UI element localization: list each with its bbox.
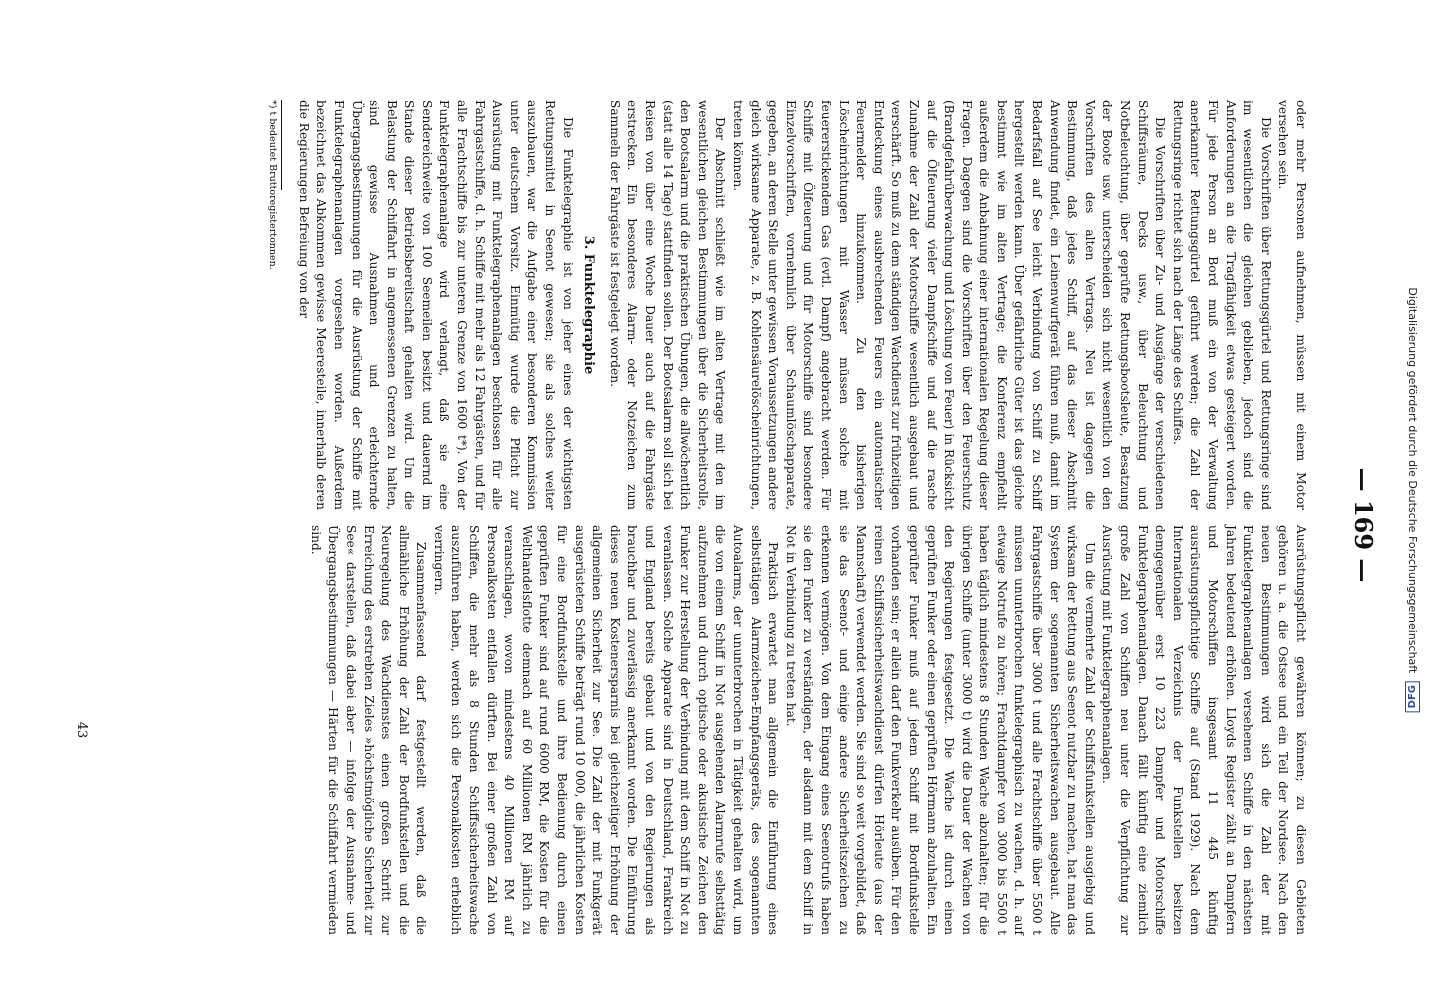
right-column bbox=[306, 525, 1309, 935]
paragraph: Um die vermehrte Zahl der Schiffsfunkstellen ausgiebig und wirksam der Rettung aus Seenot nutzbar zu machen, hat man das System der sogenannten Sicherheitswachen ausgebaut. Alle Fahrgastschiffe über 3000 t und alle Frachtschiffe über 5500 t müssen ununterbrochen funktelegraphisch zu wachen, d. h. auf etwaige Notrufe zu hören; Frachtdampfer von 3000 bis 5500 t haben täglich mindestens 8 Stunden Wache abzuhalten; für die übrigen Schiffe (unter 3000 t) wird die Dauer der Wachen von den Regierungen festgesetzt. Die Wache ist durch einen geprüften Funker oder einen geprüften Hörmann abzuhalten. Ein geprüfter Funker muß auf jedem Schiff mit Bordfunkstelle vorhanden sein; er allein darf den Funkverkehr ausüben. Für den reinen Schiffssicherheitswachdienst dürfen Hörleute (aus der Mannschaft) verwendet werden. Sie sind so weit vorgebildet, daß sie das Seenot- und einige andere Sicherheitszeichen zu erkennen vermögen. Von dem Eingang eines Seenotrufs haben sie den Funker zu verständigen, der alsdann mit dem Schiff in Not in Verbindung zu treten hat. bbox=[783, 525, 1097, 935]
footer-page-number: 43 bbox=[74, 721, 89, 739]
paragraph: Zusammenfassend darf festgestellt werden, daß die allmähliche Erhöhung der Zahl der Bordfunkstellen und die Neuregelung des Wachdienstes einen großen Schritt zur Erreichung des erstrebten Zieles »höchstmögliche Sicherheit zur See« darstellen, daß dabei aber — infolge der Ausnahme- und Übergangsbestimmungen — Härten für die Schiffahrt vermieden sind. bbox=[308, 525, 429, 935]
paragraph: Die Funktelegraphie ist von jeher eines der wichtigsten Rettungsmittel in Seenot gewesen; sie als solches weiter auszubauen, war die Aufgabe einer besonderen Kommission unter deutschem Vorsitz. Einmütig wurde die Pflicht zur Ausrüstung mit Funktelegraphenanlagen beschlossen für alle Fahrgastschiffe, d. h. Schiffe mit mehr als 12 Fahrgästen, und für alle Frachtschiffe bis zur unteren Grenze von 1600 t*). Von der Funktelegraphenanlage wird verlangt, daß sie eine Sendereichweite von 100 Seemeilen besitzt und dauernd im Stande dieser Betriebsbereitschaft gehalten wird. Um die Belastung der Schiffahrt in angemessenen Grenzen zu halten, sind gewisse Ausnahmen und erleichternde Übergangsbestimmungen für die Ausrüstung der Schiffe mit Funktelegraphenanlagen vorgesehen worden. Außerdem bezeichnet das Abkommen gewisse Meeresteile, innerhalb deren die Regierungen Befreiung von der bbox=[296, 100, 575, 510]
section-heading: 3. Funktelegraphie bbox=[581, 235, 597, 375]
header-page-number: — 169 — bbox=[1349, 467, 1379, 583]
left-column bbox=[266, 100, 1309, 510]
page-header bbox=[1334, 95, 1394, 955]
paragraph: Die Vorschriften über Rettungsgürtel und Rettungsringe sind im wesentlichen die gleichen geblieben, jedoch sind die Anforderungen an die Tragfähigkeit etwas gesteigert worden. Für jede Person an Bord muß ein von der Verwaltung anerkannter Rettungsgürtel geführt werden; die Zahl der Rettungsringe richtet sich nach der Länge des Schiffes. bbox=[1170, 100, 1273, 510]
paragraph: Ausrüstungspflicht gewähren können; zu diesen Gebieten gehören u. a. die Ostsee und ein Teil der Nordsee. Nach den neuen Bestimmungen wird sich die Zahl der mit Funktelegraphenanlagen versehenen Schiffe in den nächsten Jahren bedeutend erhöhen. Lloyds Register zählt an Dampfern und Motorschiffen insgesamt 11 445 künftig ausrüstungspflichtige Schiffe auf (Stand 1929). Nach dem Internationalen Verzeichnis der Funkstellen besitzen demgegenüber erst 10 223 Dampfer und Motorschiffe Funktelegraphenanlagen. Danach fällt künftig eine ziemlich große Zahl von Schiffen neu unter die Verpflichtung zur Ausrüstung mit Funktelegraphenanlagen. bbox=[1100, 525, 1308, 935]
credit-text: Digitalisierung gefördert durch die Deutsche Forschungsgemeinschaft bbox=[1406, 287, 1420, 674]
paragraph: Der Abschnitt schließt wie im alten Vertrage mit den im wesentlichen gleichen Bestimmungen über die Sicherheitsrolle, den Bootsalarm und die praktischen Übungen, die allwöchentlich (statt alle 14 Tage) stattfinden sollen. Der Bootsalarm soll sich bei Reisen von über eine Woche Dauer auch auf die Fahrgäste erstrecken. Ein besonderes Alarm- oder Notzeichen zum Sammeln der Fahrgäste ist festgelegt worden. bbox=[607, 100, 728, 510]
footnote-divider bbox=[281, 100, 282, 190]
footnote: *) t bedeutet Bruttoregistertonnen. bbox=[267, 100, 279, 270]
dfg-logo: DFG bbox=[1406, 681, 1421, 712]
paragraph: oder mehr Personen aufnehmen, müssen mit einem Motor versehen sein. bbox=[1276, 100, 1308, 510]
paragraph: Praktisch erwartet man allgemein die Einführung eines selbsttätigen Alarmzeichen-Empfangsgeräts, des sogenannten Autoalarms, der ununterbrochen in Tätigkeit gehalten wird, um die von einem Schiff in Not ausgehenden Alarmrufe selbsttätig aufzunehmen und durch optische oder akustische Zeichen den Funker zur Herstellung der Verbindung mit dem Schiff in Not zu veranlassen. Solche Apparate sind in Deutschland, Frankreich und England bereits gebaut und von den Regierungen als brauchbar und zuverlässig anerkannt worden. Die Einführung dieses neuen Kostenersparnis bei gleichzeitiger Erhöhung der allgemeinen Sicherheit zur See. Die Zahl der mit Funkgerät ausgerüsteten Schiffe beträgt rund 10 000, die jährlichen Kosten für eine Bordfunkstelle und ihre Bedienung durch einen geprüften Funker sind auf rund 6000 RM, die Kosten für die Welthandelsflotte demnach auf 60 Millionen RM jährlich zu veranschlagen, wovon mindestens 40 Millionen RM auf Personalkosten entfallen dürften. Bei einer großen Zahl von Schiffen, die mehr als 8 Stunden Schiffssicherheitswache auszuführen haben, werden sich die Personalkosten erheblich verringern. bbox=[431, 525, 781, 935]
paragraph: Die Vorschriften über Zu- und Ausgänge der verschiedenen Schiffsräume, Decks usw., über Beleuchtung und Notbeleuchtung, über geprüfte Rettungsbootsleute, Besatzung der Boote usw. unterscheiden sich nicht wesentlich von den Vorschriften des alten Vertrags. Neu ist dagegen die Bestimmung, daß jedes Schiff, auf das dieser Abschnitt Anwendung findet, ein Leinenwurfgerät führen muß, damit im Bedarfsfall auf See leicht Verbindung von Schiff zu Schiff hergestellt werden kann. Über gefährliche Güter ist das gleiche bestimmt wie im alten Vertrage; die Konferenz empfiehlt außerdem die Anbahnung einer internationalen Regelung dieser Fragen. Dagegen sind die Vorschriften über den Feuerschutz (Brandgefahrüberwachung und Löschung von Feuer) in Rücksicht auf die Ölfeuerung vieler Dampfschiffe und auf die rasche Zunahme der Zahl der Motorschiffe wesentlich ausgebaut und verschärft. So muß zu dem ständigen Wachdienst zur frühzeitigen Entdeckung eines ausbrechenden Feuers ein automatischer Feuermelder hinzukommen. Zu den bisherigen Löscheinrichtungen mit Wasser müssen solche mit feuererstickendem Gas (evtl. Dampf) angebracht werden. Für Schiffe mit Ölfeuerung und für Motorschiffe sind besondere Einzelvorschriften, vornehmlich über Schaumlöschapparate, gegeben, an deren Stelle unter gewissen Voraussetzungen andere gleich wirksame Apparate, z. B. Kohlensäurelöscheinrichtungen, treten können. bbox=[731, 100, 1168, 510]
digitization-credit bbox=[1400, 0, 1426, 1000]
